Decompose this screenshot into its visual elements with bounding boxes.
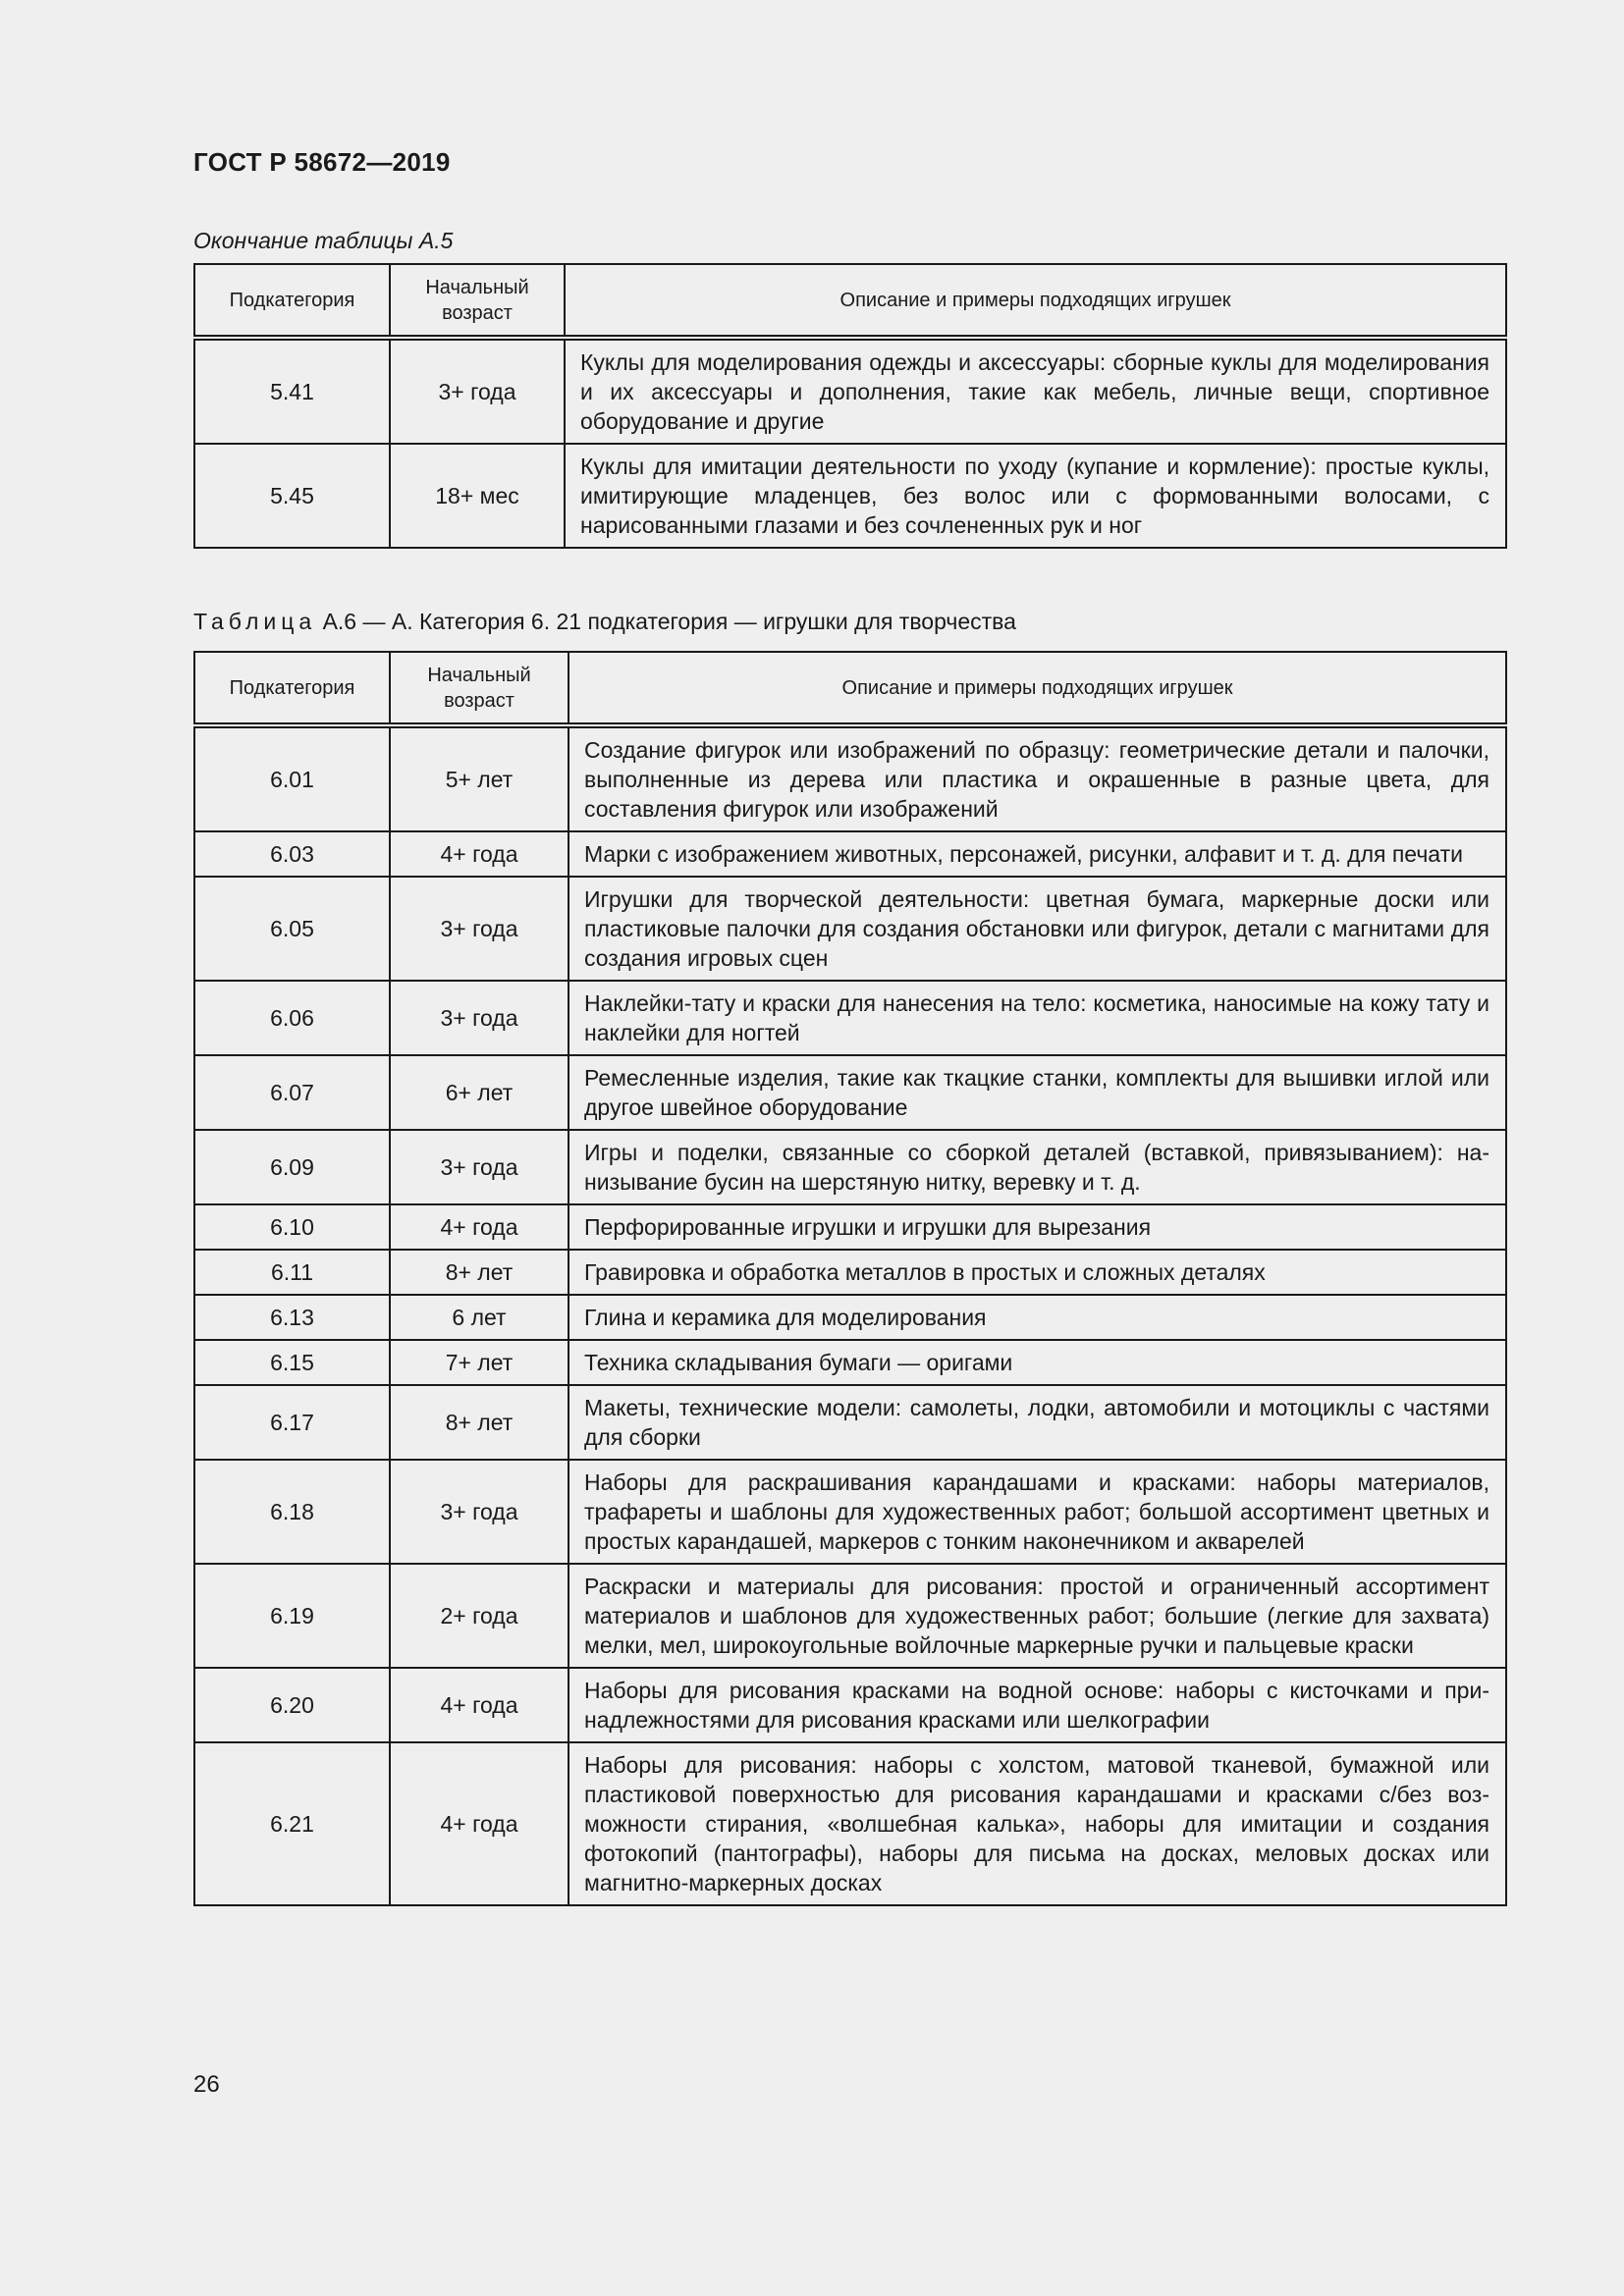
column-header-start-age: Начальный возраст [390, 264, 565, 338]
table-row [194, 831, 1506, 877]
column-header-subcategory: Подкатегория [194, 652, 390, 725]
column-header-subcategory: Подкатегория [194, 264, 390, 338]
subcategory-cell: 6.11 [194, 1250, 390, 1295]
table-row [194, 1385, 1506, 1460]
description-cell: Куклы для имитации деятельности по уходу (купание и кормление): простые куклы, имитирующие младенцев, без волос или с формованными волосами, с нарисованными глазами и без сочлененных рук и ног [565, 444, 1506, 548]
subcategory-cell: 6.06 [194, 981, 390, 1055]
subcategory-cell: 6.18 [194, 1460, 390, 1564]
table-row [194, 1742, 1506, 1905]
description-cell: Ремесленные изделия, такие как ткацкие станки, комплекты для вышивки иглой или другое швейное оборудование [568, 1055, 1506, 1130]
subcategory-cell: 6.03 [194, 831, 390, 877]
document-code: ГОСТ Р 58672—2019 [193, 147, 451, 177]
start-age-cell: 7+ лет [390, 1340, 568, 1385]
description-cell: Гравировка и обработка металлов в простых и сложных деталях [568, 1250, 1506, 1295]
table-row [194, 1340, 1506, 1385]
description-cell: Создание фигурок или изображений по образцу: геометрические детали и палочки, выполненные из дерева или пластика и окрашенные в разные цвета, для составления фигурок или изображений [568, 725, 1506, 831]
description-cell: Наборы для раскрашивания карандашами и красками: наборы материалов, трафареты и шаблоны для художественных работ; большой ассортимент цветных и простых карандашей, маркеров с тонким наконечником и акварелей [568, 1460, 1506, 1564]
table-row [194, 1130, 1506, 1204]
subcategory-cell: 5.45 [194, 444, 390, 548]
start-age-cell: 3+ года [390, 338, 565, 444]
table-row [194, 1250, 1506, 1295]
start-age-cell: 8+ лет [390, 1385, 568, 1460]
table-row [194, 338, 1506, 444]
subcategory-cell: 6.09 [194, 1130, 390, 1204]
subcategory-cell: 6.17 [194, 1385, 390, 1460]
description-cell: Куклы для моделирования одежды и аксессуары: сборные куклы для моделирования и их аксессуары и дополнения, такие как мебель, личные вещи, спортивное оборудование и другие [565, 338, 1506, 444]
subcategory-cell: 6.07 [194, 1055, 390, 1130]
column-header-description: Описание и примеры подходящих игрушек [568, 652, 1506, 725]
table-a5 [193, 263, 1507, 549]
subcategory-cell: 5.41 [194, 338, 390, 444]
page-number: 26 [193, 2071, 220, 2098]
start-age-cell: 5+ лет [390, 725, 568, 831]
subcategory-cell: 6.05 [194, 877, 390, 981]
start-age-cell: 3+ года [390, 877, 568, 981]
start-age-cell: 4+ года [390, 1742, 568, 1905]
table-a6-caption-text: А.6 — А. Категория 6. 21 подкатегория — игрушки для творчества [322, 609, 1016, 634]
start-age-cell: 18+ мес [390, 444, 565, 548]
description-cell: Перфорированные игрушки и игрушки для вырезания [568, 1204, 1506, 1250]
start-age-cell: 6 лет [390, 1295, 568, 1340]
description-cell: Наклейки-тату и краски для нанесения на тело: косметика, наносимые на кожу тату и наклейки для ногтей [568, 981, 1506, 1055]
column-header-start-age: Начальный возраст [390, 652, 568, 725]
table-header-row [194, 264, 1506, 338]
description-cell: Техника складывания бумаги — оригами [568, 1340, 1506, 1385]
table-row [194, 1055, 1506, 1130]
table-a6-caption [193, 609, 1016, 635]
table-row [194, 1564, 1506, 1668]
description-cell: Игрушки для творческой деятельности: цветная бумага, маркерные доски или пластиковые палочки для создания обстановки или фигурок, детали с магнитами для создания игровых сцен [568, 877, 1506, 981]
table-row [194, 444, 1506, 548]
start-age-cell: 6+ лет [390, 1055, 568, 1130]
table-row [194, 1668, 1506, 1742]
subcategory-cell: 6.21 [194, 1742, 390, 1905]
start-age-cell: 4+ года [390, 831, 568, 877]
start-age-cell: 3+ года [390, 981, 568, 1055]
start-age-cell: 3+ года [390, 1130, 568, 1204]
table-row [194, 1460, 1506, 1564]
table-row [194, 1295, 1506, 1340]
table-a6-caption-prefix: Таблица [193, 609, 317, 634]
description-cell: Игры и поделки, связанные со сборкой деталей (вставкой, привязыванием): нанизывание бусин на шерстяную нитку, веревку и т. д. [568, 1130, 1506, 1204]
subcategory-cell: 6.15 [194, 1340, 390, 1385]
description-cell: Макеты, технические модели: самолеты, лодки, автомобили и мотоциклы с частями для сборки [568, 1385, 1506, 1460]
subcategory-cell: 6.10 [194, 1204, 390, 1250]
subcategory-cell: 6.20 [194, 1668, 390, 1742]
description-cell: Наборы для рисования: наборы с холстом, матовой тканевой, бумажной или пластиковой поверхностью для рисования карандашами и красками с/без возможности стирания, «волшебная калька», наборы для имитации и создания фотокопий (пантографы), наборы для письма на досках, меловых досках или магнитно-маркерных досках [568, 1742, 1506, 1905]
table-header-row [194, 652, 1506, 725]
subcategory-cell: 6.19 [194, 1564, 390, 1668]
table-a5-caption: Окончание таблицы А.5 [193, 228, 454, 253]
table-row [194, 1204, 1506, 1250]
description-cell: Раскраски и материалы для рисования: простой и ограниченный ассортимент материалов и шаблонов для художественных работ; большие (легкие для захвата) мелки, мел, широкоугольные войлочные маркерные ручки и пальцевые краски [568, 1564, 1506, 1668]
table-a6 [193, 651, 1507, 1906]
subcategory-cell: 6.01 [194, 725, 390, 831]
table-row [194, 877, 1506, 981]
description-cell: Наборы для рисования красками на водной основе: наборы с кисточками и принадлежностями для рисования красками или шелкографии [568, 1668, 1506, 1742]
start-age-cell: 4+ года [390, 1668, 568, 1742]
start-age-cell: 4+ года [390, 1204, 568, 1250]
table-row [194, 981, 1506, 1055]
table-row [194, 725, 1506, 831]
start-age-cell: 3+ года [390, 1460, 568, 1564]
start-age-cell: 8+ лет [390, 1250, 568, 1295]
subcategory-cell: 6.13 [194, 1295, 390, 1340]
description-cell: Марки с изображением животных, персонажей, рисунки, алфавит и т. д. для печати [568, 831, 1506, 877]
column-header-description: Описание и примеры подходящих игрушек [565, 264, 1506, 338]
start-age-cell: 2+ года [390, 1564, 568, 1668]
description-cell: Глина и керамика для моделирования [568, 1295, 1506, 1340]
